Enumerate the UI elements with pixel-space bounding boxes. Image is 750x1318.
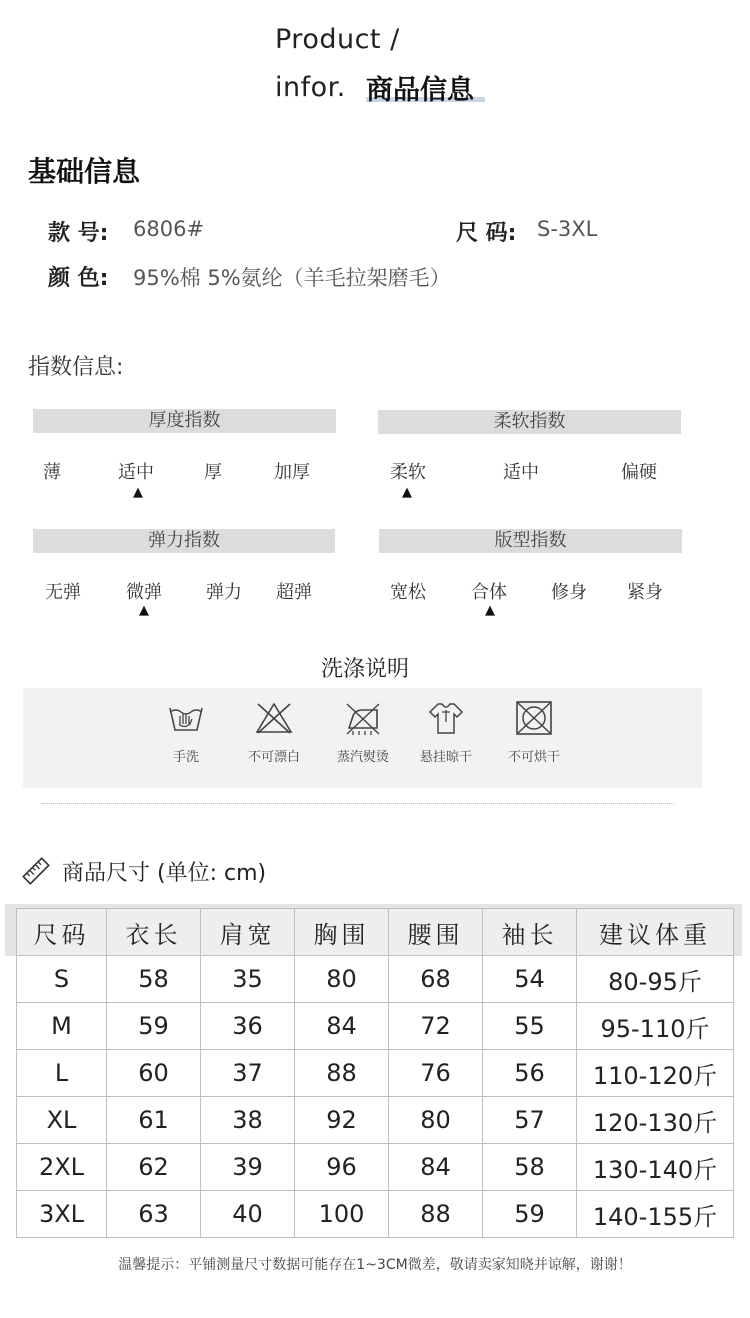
table-header-cell: 肩宽	[201, 909, 295, 956]
table-header-cell: 尺码	[17, 909, 107, 956]
table-cell: 62	[107, 1144, 201, 1191]
fit-option: 紧身	[627, 582, 663, 603]
table-cell: 80	[389, 1097, 483, 1144]
hand-wash-label: 手洗	[172, 750, 199, 765]
thickness-index-bar: 厚度指数	[33, 409, 336, 433]
table-cell: 56	[483, 1050, 577, 1097]
table-header-cell: 袖长	[483, 909, 577, 956]
wash-title: 洗涤说明	[320, 657, 409, 682]
wash-item-no-tumble-dry	[489, 700, 579, 765]
table-cell: 84	[389, 1144, 483, 1191]
basic-info-title: 基础信息	[28, 155, 141, 188]
size-value: S-3XL	[537, 217, 598, 241]
table-cell: 59	[107, 1003, 201, 1050]
table-cell: XL	[17, 1097, 107, 1144]
table-cell: 57	[483, 1097, 577, 1144]
fit-option: 合体	[471, 582, 507, 603]
no-tumble-dry-label: 不可烘干	[507, 750, 560, 765]
size-label: 尺 码:	[456, 221, 517, 246]
softness-option: 适中	[503, 462, 539, 483]
table-header-cell: 胸围	[295, 909, 389, 956]
table-cell: 110-120斤	[577, 1050, 734, 1097]
footnote: 温馨提示：平铺测量尺寸数据可能存在1~3CM微差，敬请卖家知晓并谅解，谢谢！	[118, 1257, 632, 1273]
table-row	[17, 1191, 734, 1238]
thickness-option: 适中	[118, 462, 154, 483]
style-value: 6806#	[133, 217, 205, 241]
table-cell: 88	[295, 1050, 389, 1097]
table-header-row	[17, 909, 734, 956]
header-en-line1: Product /	[275, 24, 400, 55]
table-cell: 58	[483, 1144, 577, 1191]
thickness-option: 薄	[43, 462, 61, 483]
hand-wash-icon	[166, 700, 206, 736]
table-row	[17, 956, 734, 1003]
table-header-cell: 衣长	[107, 909, 201, 956]
table-cell: 35	[201, 956, 295, 1003]
softness-option: 偏硬	[621, 462, 657, 483]
softness-option: 柔软	[390, 462, 426, 483]
table-cell: 80-95斤	[577, 956, 734, 1003]
table-cell: 59	[483, 1191, 577, 1238]
table-cell: 61	[107, 1097, 201, 1144]
fit-option: 宽松	[390, 582, 426, 603]
elasticity-option: 弹力	[206, 582, 242, 603]
table-cell: 120-130斤	[577, 1097, 734, 1144]
table-cell: 76	[389, 1050, 483, 1097]
fit-option: 修身	[551, 582, 587, 603]
elasticity-marker-icon: ▲	[139, 603, 149, 618]
table-row	[17, 1097, 734, 1144]
table-cell: 96	[295, 1144, 389, 1191]
hang-dry-icon	[426, 700, 466, 736]
fit-marker-icon: ▲	[485, 603, 495, 618]
table-cell: 40	[201, 1191, 295, 1238]
fit-index-bar: 版型指数	[379, 529, 682, 553]
thickness-option: 加厚	[274, 462, 310, 483]
table-cell: 3XL	[17, 1191, 107, 1238]
table-cell: 68	[389, 956, 483, 1003]
table-cell: 2XL	[17, 1144, 107, 1191]
style-label: 款 号:	[48, 221, 109, 246]
table-cell: 58	[107, 956, 201, 1003]
steam-iron-label: 蒸汽熨烫	[336, 750, 389, 765]
hang-dry-label: 悬挂晾干	[419, 750, 472, 765]
no-bleach-icon	[254, 700, 294, 736]
table-cell: 54	[483, 956, 577, 1003]
table-cell: 37	[201, 1050, 295, 1097]
table-row	[17, 1144, 734, 1191]
elasticity-index-bar: 弹力指数	[33, 529, 335, 553]
header-en-line2: infor.	[275, 72, 346, 103]
size-table	[16, 908, 734, 1238]
table-cell: 88	[389, 1191, 483, 1238]
table-cell: 84	[295, 1003, 389, 1050]
table-row	[17, 1050, 734, 1097]
elasticity-option: 微弹	[126, 582, 162, 603]
elasticity-option: 无弹	[45, 582, 81, 603]
ruler-icon	[22, 857, 50, 889]
table-header-cell: 建议体重	[577, 909, 734, 956]
thickness-option: 厚	[204, 462, 222, 483]
wash-item-hand-wash	[141, 700, 231, 765]
table-cell: 63	[107, 1191, 201, 1238]
table-cell: M	[17, 1003, 107, 1050]
size-section-title: 商品尺寸 (单位: cm)	[62, 861, 267, 886]
table-cell: 92	[295, 1097, 389, 1144]
thickness-marker-icon: ▲	[133, 485, 143, 500]
color-value: 95%棉 5%氨纶（羊毛拉架磨毛）	[133, 266, 451, 290]
index-title: 指数信息:	[28, 355, 124, 380]
steam-iron-icon	[343, 700, 383, 736]
wash-item-hang-dry	[401, 700, 491, 765]
table-cell: 100	[295, 1191, 389, 1238]
table-cell: L	[17, 1050, 107, 1097]
header-title: 商品信息	[366, 75, 474, 106]
table-row	[17, 1003, 734, 1050]
table-cell: 80	[295, 956, 389, 1003]
table-cell: 140-155斤	[577, 1191, 734, 1238]
wash-item-no-bleach	[229, 700, 319, 765]
no-bleach-label: 不可漂白	[247, 750, 300, 765]
table-cell: 60	[107, 1050, 201, 1097]
table-cell: 55	[483, 1003, 577, 1050]
no-tumble-dry-icon	[514, 700, 554, 736]
softness-marker-icon: ▲	[402, 485, 412, 500]
wash-item-steam-iron	[318, 700, 408, 765]
softness-index-bar: 柔软指数	[378, 410, 681, 434]
elasticity-option: 超弹	[276, 582, 312, 603]
table-cell: 39	[201, 1144, 295, 1191]
table-cell: 38	[201, 1097, 295, 1144]
table-cell: 95-110斤	[577, 1003, 734, 1050]
table-cell: S	[17, 956, 107, 1003]
table-cell: 130-140斤	[577, 1144, 734, 1191]
table-header-cell: 腰围	[389, 909, 483, 956]
divider	[42, 803, 674, 804]
table-cell: 36	[201, 1003, 295, 1050]
color-label: 颜 色:	[48, 266, 109, 291]
table-cell: 72	[389, 1003, 483, 1050]
